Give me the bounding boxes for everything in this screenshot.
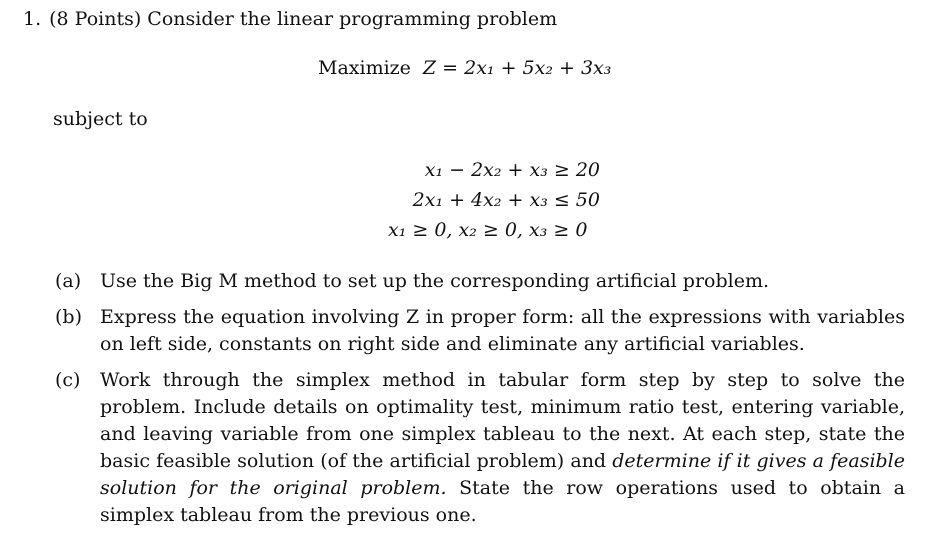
- objective-expression: Z = 2x₁ + 5x₂ + 3x₃: [422, 57, 612, 79]
- part-b-text: Express the equation involving Z in proper form: all the expressions with variables on left side, constants on right side and eliminate any artificial variables.: [100, 306, 905, 355]
- part-b-label: (b): [55, 306, 82, 328]
- part-c: [55, 367, 905, 529]
- part-a: [55, 268, 905, 295]
- constraint-2: 2x₁ + 4x₂ + x₃ ≤ 50: [412, 189, 600, 211]
- question-parts: [55, 268, 905, 538]
- part-c-text-1: Work through the simplex method in tabular form step by step to solve the problem. Include details on optimality test, minimum ratio test, entering variable, and leaving variable from one simplex tableau to the next. At each step, state the basic feasible solution (of the artificial problem) and: [100, 369, 905, 472]
- constraint-1: x₁ − 2x₂ + x₃ ≥ 20: [424, 159, 600, 181]
- problem-number: 1.: [23, 8, 42, 30]
- problem-intro: (8 Points) Consider the linear programming problem: [49, 8, 558, 30]
- part-c-label: (c): [55, 369, 81, 391]
- part-c-text-2: State the row operations used to obtain a simplex tableau from the previous one.: [100, 477, 905, 526]
- objective-function: [318, 57, 611, 79]
- part-b: [55, 304, 905, 358]
- constraints-block: [360, 155, 600, 245]
- part-a-label: (a): [55, 270, 82, 292]
- subject-to-label: subject to: [53, 108, 148, 130]
- objective-keyword: Maximize: [318, 57, 411, 79]
- nonnegativity-constraints: x₁ ≥ 0, x₂ ≥ 0, x₃ ≥ 0: [388, 219, 588, 241]
- part-c-emphasis: determine if it gives a feasible solution for the original problem.: [100, 450, 905, 499]
- part-a-text: Use the Big M method to set up the corresponding artificial problem.: [100, 270, 770, 292]
- problem-heading: [23, 8, 557, 30]
